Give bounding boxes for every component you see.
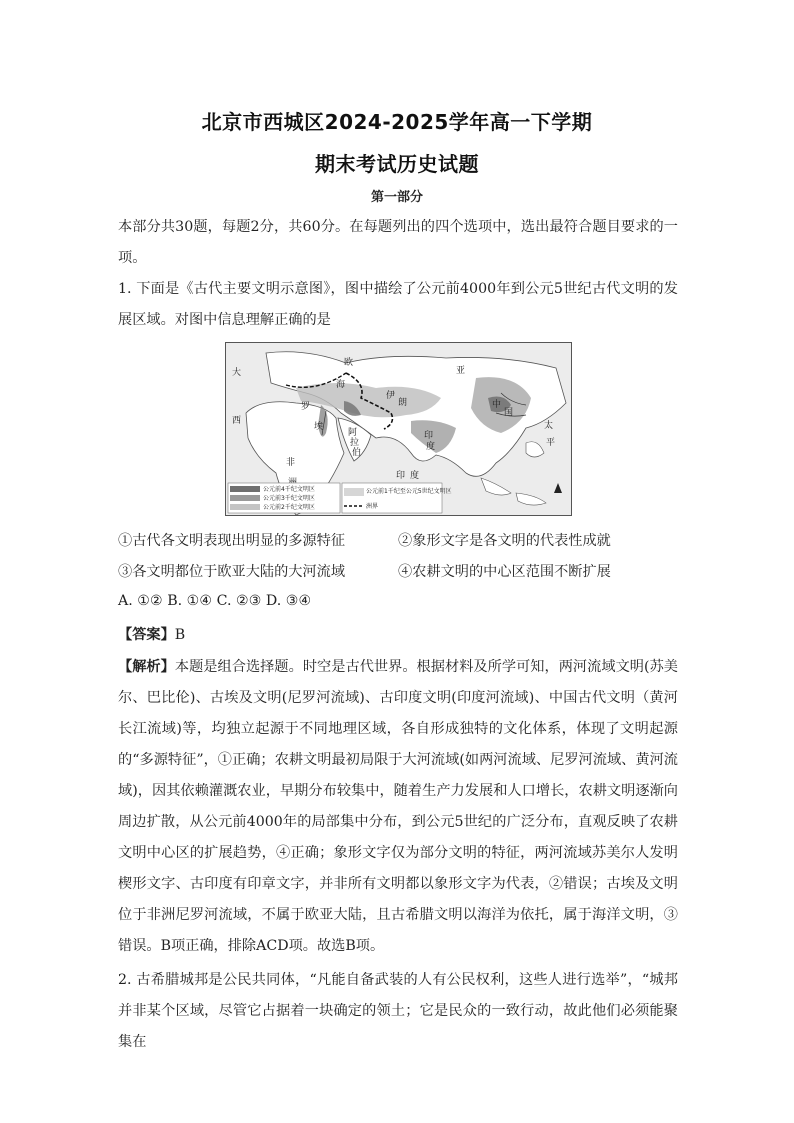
- map-label-egypt: 埃: [314, 422, 324, 432]
- map-label-atlantic-2: 西: [232, 416, 242, 426]
- map-label-europe: 欧: [344, 358, 354, 368]
- map-label-arabia-1: 阿: [348, 428, 358, 438]
- map-label-arabia-2: 拉: [350, 438, 360, 448]
- option-4: ④农耕文明的中心区范围不断扩展: [398, 564, 611, 580]
- section-intro: 本部分共30题，每题2分，共60分。在每题列出的四个选项中，选出最符合题目要求的一项。: [118, 219, 678, 266]
- map-label-persia-1: 伊: [386, 391, 396, 401]
- legend-label-3rd-millennium-bc: 公元前3千纪文明区: [263, 495, 315, 502]
- map-label-atlantic-1: 大: [232, 368, 242, 378]
- map-label-arabia-3: 伯: [352, 448, 362, 458]
- document-title-line1: 北京市西城区2024-2025学年高一下学期: [201, 110, 593, 134]
- ancient-civilizations-map: [225, 342, 572, 516]
- map-label-china-1: 中: [492, 400, 502, 410]
- map-label-india-2: 度: [426, 442, 436, 452]
- legend-label-continent-boundary: 洲界: [366, 503, 379, 510]
- map-label-asia: 亚: [456, 366, 466, 376]
- question-2-stem: 2. 古希腊城邦是公民共同体，“凡能自备武装的人有公民权利，这些人进行选举”，“城邦并非某个区域，尽管它占据着一块确定的领土；它是民众的一致行动，故此他们必须能聚集在: [118, 972, 678, 1050]
- map-label-china-2: 国: [504, 408, 514, 418]
- legend-label-4th-millennium-bc: 公元前4千纪文明区: [263, 486, 315, 493]
- section-heading: 第一部分: [370, 190, 423, 205]
- answer-choices: A. ①② B. ①④ C. ②③ D. ③④: [118, 593, 312, 609]
- analysis-paragraph: [118, 652, 678, 962]
- legend-label-1st-millennium-bc-5th-century: 公元前1千纪至公元5世纪文明区: [366, 488, 452, 495]
- option-3: ③各文明都位于欧亚大陆的大河流域: [118, 564, 346, 580]
- document-title-line2: 期末考试历史试题: [315, 152, 479, 176]
- map-label-indian-ocean-1: 印: [396, 471, 406, 481]
- map-label-sea: 海: [336, 380, 346, 390]
- map-label-pacific-2: 平: [546, 438, 556, 448]
- answer-value: B: [174, 627, 186, 643]
- option-2: ②象形文字是各文明的代表性成就: [398, 533, 611, 549]
- question-1-stem: 1. 下面是《古代主要文明示意图》，图中描绘了公元前4000年到公元5世纪古代文明的发展区域。对图中信息理解正确的是: [118, 281, 678, 328]
- analysis-text: 本题是组合选择题。时空是古代世界。根据材料及所学可知，两河流域文明(苏美尔、巴比伦)、古埃及文明(尼罗河流域)、古印度文明(印度河流域)、中国古代文明（黄河长江流域)等，均独立起源于不同地理区域，各自形成独特的文化体系，体现了文明起源的“多源特征”，①正确；农耕文明最初局限于大河流域(如两河流域、尼罗河流域、黄河流域)，因其依赖灌溉农业，早期分布较集中，随着生产力发展和人口增长，农耕文明逐渐向周边扩散，从公元前4000年的局部集中分布，到公元5世纪的广泛分布，直观反映了农耕文明中心区的扩展趋势，④正确；象形文字仅为部分文明的特征，两河流域苏美尔人发明楔形文字、古印度有印章文字，并非所有文明都以象形文字为代表，②错误；古埃及文明位于非洲尼罗河流域，不属于欧亚大陆，且古希腊文明以海洋为依托，属于海洋文明，③错误。B项正确，排除ACD项。故选B项。: [118, 659, 678, 954]
- option-1: ①古代各文明表现出明显的多源特征: [118, 533, 346, 549]
- map-label-india-1: 印: [424, 431, 434, 441]
- analysis-label: 【解析】: [118, 659, 175, 675]
- map-label-africa-1: 非: [286, 458, 296, 468]
- answer-label: 【答案】: [118, 627, 175, 643]
- legend-label-2nd-millennium-bc: 公元前2千纪文明区: [263, 504, 315, 511]
- answer-line: [118, 624, 185, 644]
- map-label-persia-2: 朗: [398, 398, 408, 408]
- map-label-pacific-1: 太: [544, 421, 554, 431]
- map-label-rome: 罗: [301, 402, 311, 412]
- map-label-indian-ocean-2: 度: [410, 471, 420, 481]
